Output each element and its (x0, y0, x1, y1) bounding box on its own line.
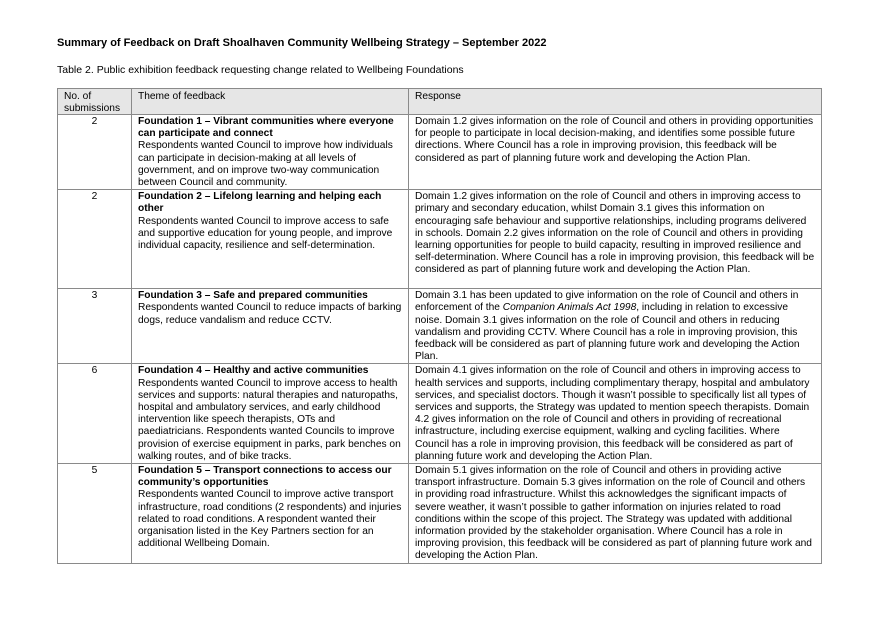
table-row (58, 289, 822, 364)
feedback-table (57, 88, 822, 564)
response-cell (409, 289, 822, 364)
theme-text: Respondents wanted Council to improve access to health services and supports: natural therapies and naturopaths, hospital and ambulatory services, and early childhood intervention like speech therapists, OTs and paediatricians. Respondents wanted Councils to improve provision of exercise equipment in parks, park benches on walking routes, and of bike tracks. (138, 377, 401, 462)
theme-text: Respondents wanted Council to improve active transport infrastructure, road conditions (2 respondents) and injuries related to road conditions. A respondent wanted their organisation listed in the Key Partners section for an additional Wellbeing Domain. (138, 489, 402, 550)
submission-count: 2 (58, 190, 132, 289)
response-cell: Domain 4.1 gives information on the role of Council and others in improving access to health services and supports, including complimentary therapy, hospital and ambulatory services, and specialist doctors. Though it wasn’t possible to specifically list all types of services and supports, the Strategy was updated to mention speech therapists. Domain 4.2 gives information on the role of Council and others in providing of recreational infrastructure, including exercise equipment, walking and cycling facilities. Where Council has a role in improving provision, this feedback will be considered as part of planning future work and developing the Action Plan. (409, 364, 822, 464)
response-cell: Domain 5.1 gives information on the role of Council and others in providing active transport infrastructure. Domain 5.3 gives information on the role of Council and others in providing road infrastructure. Whilst this acknowledges the significant impacts of severe weather, it wasn’t possible to gather information on injuries related to road conditions within the scope of this project. The Strategy was updated with additional information provided by the stakeholder organisation. Where Council has a role in improving provision, this feedback will be considered as part of planning future work and developing the Action Plan. (409, 464, 822, 564)
theme-title: Foundation 5 – Transport connections to access our community’s opportunities (138, 465, 392, 489)
theme-title: Foundation 4 – Healthy and active communities (138, 365, 369, 377)
header-theme: Theme of feedback (132, 89, 409, 115)
header-submissions: No. of submissions (58, 89, 132, 115)
table-row (58, 364, 822, 464)
theme-title: Foundation 1 – Vibrant communities where everyone can participate and connect (138, 116, 394, 140)
submission-count: 5 (58, 464, 132, 564)
table-header-row (58, 89, 822, 115)
table-row (58, 115, 822, 190)
theme-cell (132, 364, 409, 464)
theme-cell (132, 190, 409, 289)
theme-title: Foundation 3 – Safe and prepared communities (138, 290, 368, 302)
theme-cell (132, 289, 409, 364)
document-title: Summary of Feedback on Draft Shoalhaven Community Wellbeing Strategy – September 2022 (57, 37, 547, 49)
table-row (58, 464, 822, 564)
theme-text: Respondents wanted Council to improve access to safe and supportive education for young people, and improve individual capacity, resilience and self-determination. (138, 215, 393, 252)
submission-count: 2 (58, 115, 132, 190)
response-cell: Domain 1.2 gives information on the role of Council and others in improving access to primary and secondary education, whilst Domain 3.1 gives this information on encouraging safe behaviour and supportive relationships, including programs delivered in schools. Domain 2.2 gives information on the role of Council and others in providing learning opportunities for people to build capacity, resulting in improved resilience and self-determination. Where Council has a role in improving provision, this feedback will be considered as part of planning future work and developing the Action Plan. (409, 190, 822, 289)
theme-title: Foundation 2 – Lifelong learning and helping each other (138, 191, 382, 215)
response-cell: Domain 1.2 gives information on the role of Council and others in providing opportunities for people to participate in local decision-making, and identifies some possible future directions. Where Council has a role in improving provision, this feedback will be considered as part of planning future work and developing the Action Plan. (409, 115, 822, 190)
table-caption: Table 2. Public exhibition feedback requesting change related to Wellbeing Foundations (57, 64, 464, 76)
theme-text: Respondents wanted Council to reduce impacts of barking dogs, reduce vandalism and reduce CCTV. (138, 302, 402, 326)
theme-cell (132, 464, 409, 564)
theme-cell (132, 115, 409, 190)
submission-count: 6 (58, 364, 132, 464)
submission-count: 3 (58, 289, 132, 364)
act-name: Companion Animals Act 1998 (502, 302, 637, 314)
response-text: Domain 3.1 has been updated to give information on the role of Council and others in enforcement of the (415, 290, 799, 314)
table-row (58, 190, 822, 289)
header-response: Response (409, 89, 822, 115)
theme-text: Respondents wanted Council to improve how individuals can participate in decision-making at all levels of government, and on improve two-way communication between Council and community. (138, 140, 393, 189)
response-text: , including in relation to excessive noise. Domain 3.1 gives information on the role of Council and others in reducing vandalism and providing CCTV. Where Council has a role in improving provision, this feedback will be considered as part of planning future work and developing the Action Plan. (415, 302, 800, 363)
